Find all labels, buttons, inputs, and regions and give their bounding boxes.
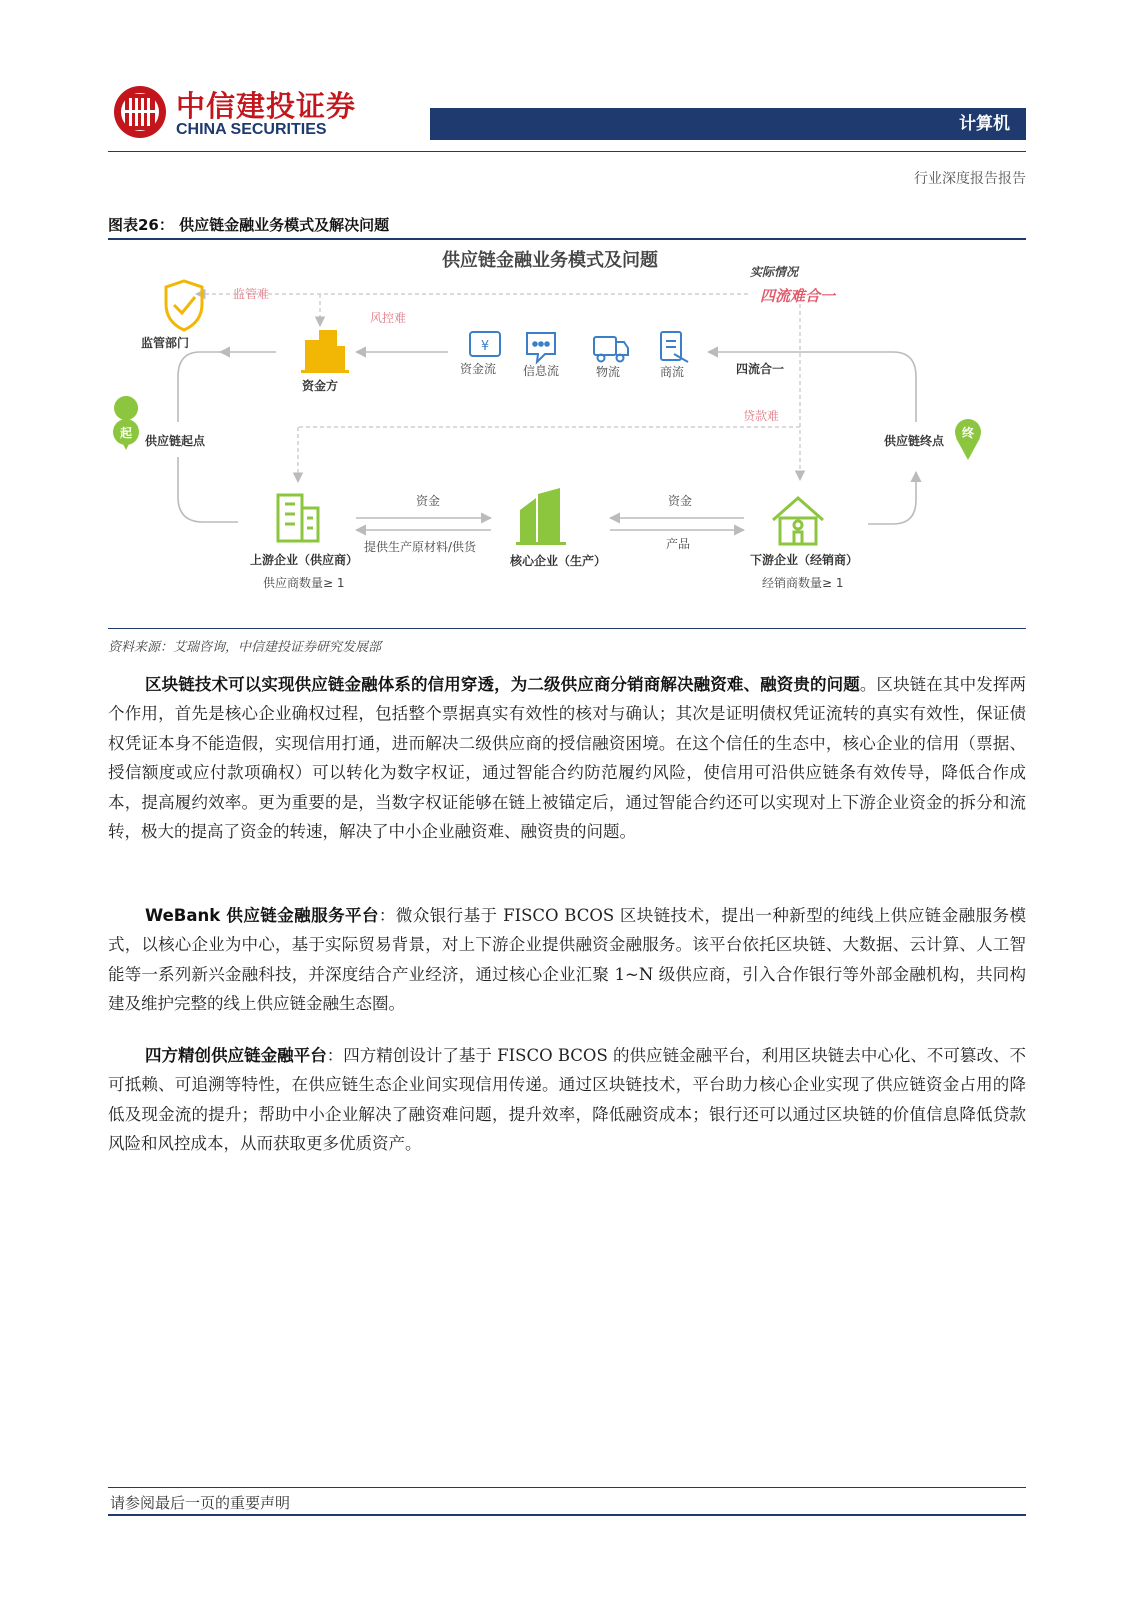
start-pin-badge: 起 [119, 426, 133, 440]
brand-logo-icon [112, 84, 168, 140]
downstream-label: 下游企业（经销商） [750, 553, 859, 567]
end-pin-badge: 终 [961, 426, 975, 440]
figure-caption: 图表26： 供应链金融业务模式及解决问题 [108, 216, 390, 234]
header-divider [108, 151, 1026, 152]
funds-right-label: 资金 [668, 494, 693, 508]
paragraph-webank [108, 901, 1026, 1019]
paragraph-sifang [108, 1041, 1026, 1159]
funds-left-label: 资金 [416, 494, 441, 508]
brand-name-en: CHINA SECURITIES [176, 121, 327, 138]
shield-icon [166, 281, 202, 330]
core-enterprise-label: 核心企业（生产） [510, 554, 607, 568]
section-bar [430, 108, 1026, 140]
footer-divider-bottom [108, 1514, 1026, 1516]
four-in-one-label: 四流合一 [736, 362, 785, 376]
paragraph-sifang-lead: 四方精创供应链金融平台 [145, 1045, 327, 1065]
figure-source: 资料来源：艾瑞咨询，中信建投证券研究发展部 [108, 640, 382, 655]
figure-top-rule [108, 238, 1026, 240]
fund-flow-icon [470, 332, 500, 356]
section-label: 计算机 [959, 114, 1010, 134]
paragraph-blockchain-lead: 区块链技术可以实现供应链金融体系的信用穿透，为二级供应商分销商解决融资难、融资贵的问题 [145, 674, 860, 694]
product-label: 产品 [666, 537, 691, 551]
brand-name-cn: 中信建投证券 [176, 89, 357, 123]
paragraph-blockchain-body: 。区块链在其中发挥两个作用，首先是核心企业确权过程，包括整个票据真实有效性的核对与确认；其次是证明债权凭证流转的真实有效性，保证债权凭证本身不能造假，实现信用打通，进而解决二级供应商的授信融资困境。在这个信任的生态中，核心企业的信用（票据、授信额度或应付款项确权）可以转化为数字权证，通过智能合约防范履约风险，使信用可沿供应链条有效传导，降低合作成本，提高履约效率。更为重要的是，当数字权证能够在链上被锚定后，通过智能合约还可以实现对上下游企业资金的拆分和流转，极大的提高了资金的转速，解决了中小企业融资难、融资贵的问题。 [108, 674, 1026, 841]
supply-chain-diagram [108, 242, 1026, 626]
paragraph-webank-body: ：微众银行基于 FISCO BCOS 区块链技术，提出一种新型的纯线上供应链金融服务模式，以核心企业为中心，基于实际贸易背景，对上下游企业提供融资金融服务。该平台依托区块链、大数据、云计算、人工智能等一系列新兴金融科技，并深度结合产业经济，通过核心企业汇聚 1~N 级供应商，引入合作银行等外部金融机构，共同构建及维护完整的线上供应链金融生态圈。 [108, 905, 1026, 1013]
footer-disclaimer: 请参阅最后一页的重要声明 [110, 1494, 291, 1512]
end-pin-icon [955, 419, 981, 460]
svg-text:¥: ¥ [480, 339, 490, 354]
paragraph-webank-lead: WeBank 供应链金融服务平台 [145, 905, 379, 925]
report-type: 行业深度报告报告 [914, 171, 1026, 187]
commerce-clipboard-icon [661, 332, 688, 362]
bank-building-icon [301, 330, 349, 373]
regulator-label: 监管部门 [141, 336, 190, 350]
diagram-title: 供应链金融业务模式及问题 [442, 250, 658, 271]
paragraph-sifang-body: ：四方精创设计了基于 FISCO BCOS 的供应链金融平台，利用区块链去中心化、不可篡改、不可抵赖、可追溯等特性，在供应链生态企业间实现信用传递。通过区块链技术，平台助力核心企业实现了供应链资金占用的降低及现金流的提升；帮助中小企业解决了融资难问题，提升效率，降低融资成本；银行还可以通过区块链的价值信息降低贷款风险和风控成本，从而获取更多优质资产。 [108, 1045, 1026, 1153]
upstream-count: 供应商数量≥ 1 [263, 576, 345, 590]
core-factory-icon [516, 488, 566, 545]
fund-flow-label: 资金流 [460, 362, 497, 376]
figure-bottom-rule [108, 628, 1026, 629]
paragraph-blockchain [108, 670, 1026, 847]
commerce-label: 商流 [660, 365, 685, 379]
chain-end-label: 供应链终点 [884, 434, 945, 448]
funder-label: 资金方 [302, 379, 339, 393]
logistics-truck-icon [594, 337, 628, 362]
upstream-building-icon [278, 495, 318, 541]
logistics-label: 物流 [596, 365, 621, 379]
actual-situation-label: 实际情况 [750, 265, 799, 279]
footer-divider-top [108, 1487, 1026, 1488]
downstream-store-icon [773, 498, 823, 544]
four-flows-hard-label: 四流难合一 [760, 287, 836, 305]
info-flow-icon [527, 333, 555, 362]
regulation-hard-label: 监管难 [233, 287, 270, 301]
chain-start-label: 供应链起点 [145, 434, 206, 448]
problem-dashed-lines [196, 294, 800, 482]
loan-hard-label: 贷款难 [743, 409, 780, 423]
info-flow-label: 信息流 [523, 364, 560, 378]
downstream-count: 经销商数量≥ 1 [762, 576, 844, 590]
supply-materials-label: 提供生产原材料/供货 [364, 540, 477, 554]
upstream-label: 上游企业（供应商） [250, 553, 359, 567]
start-pin-icon [113, 396, 139, 450]
risk-control-hard-label: 风控难 [370, 311, 407, 325]
